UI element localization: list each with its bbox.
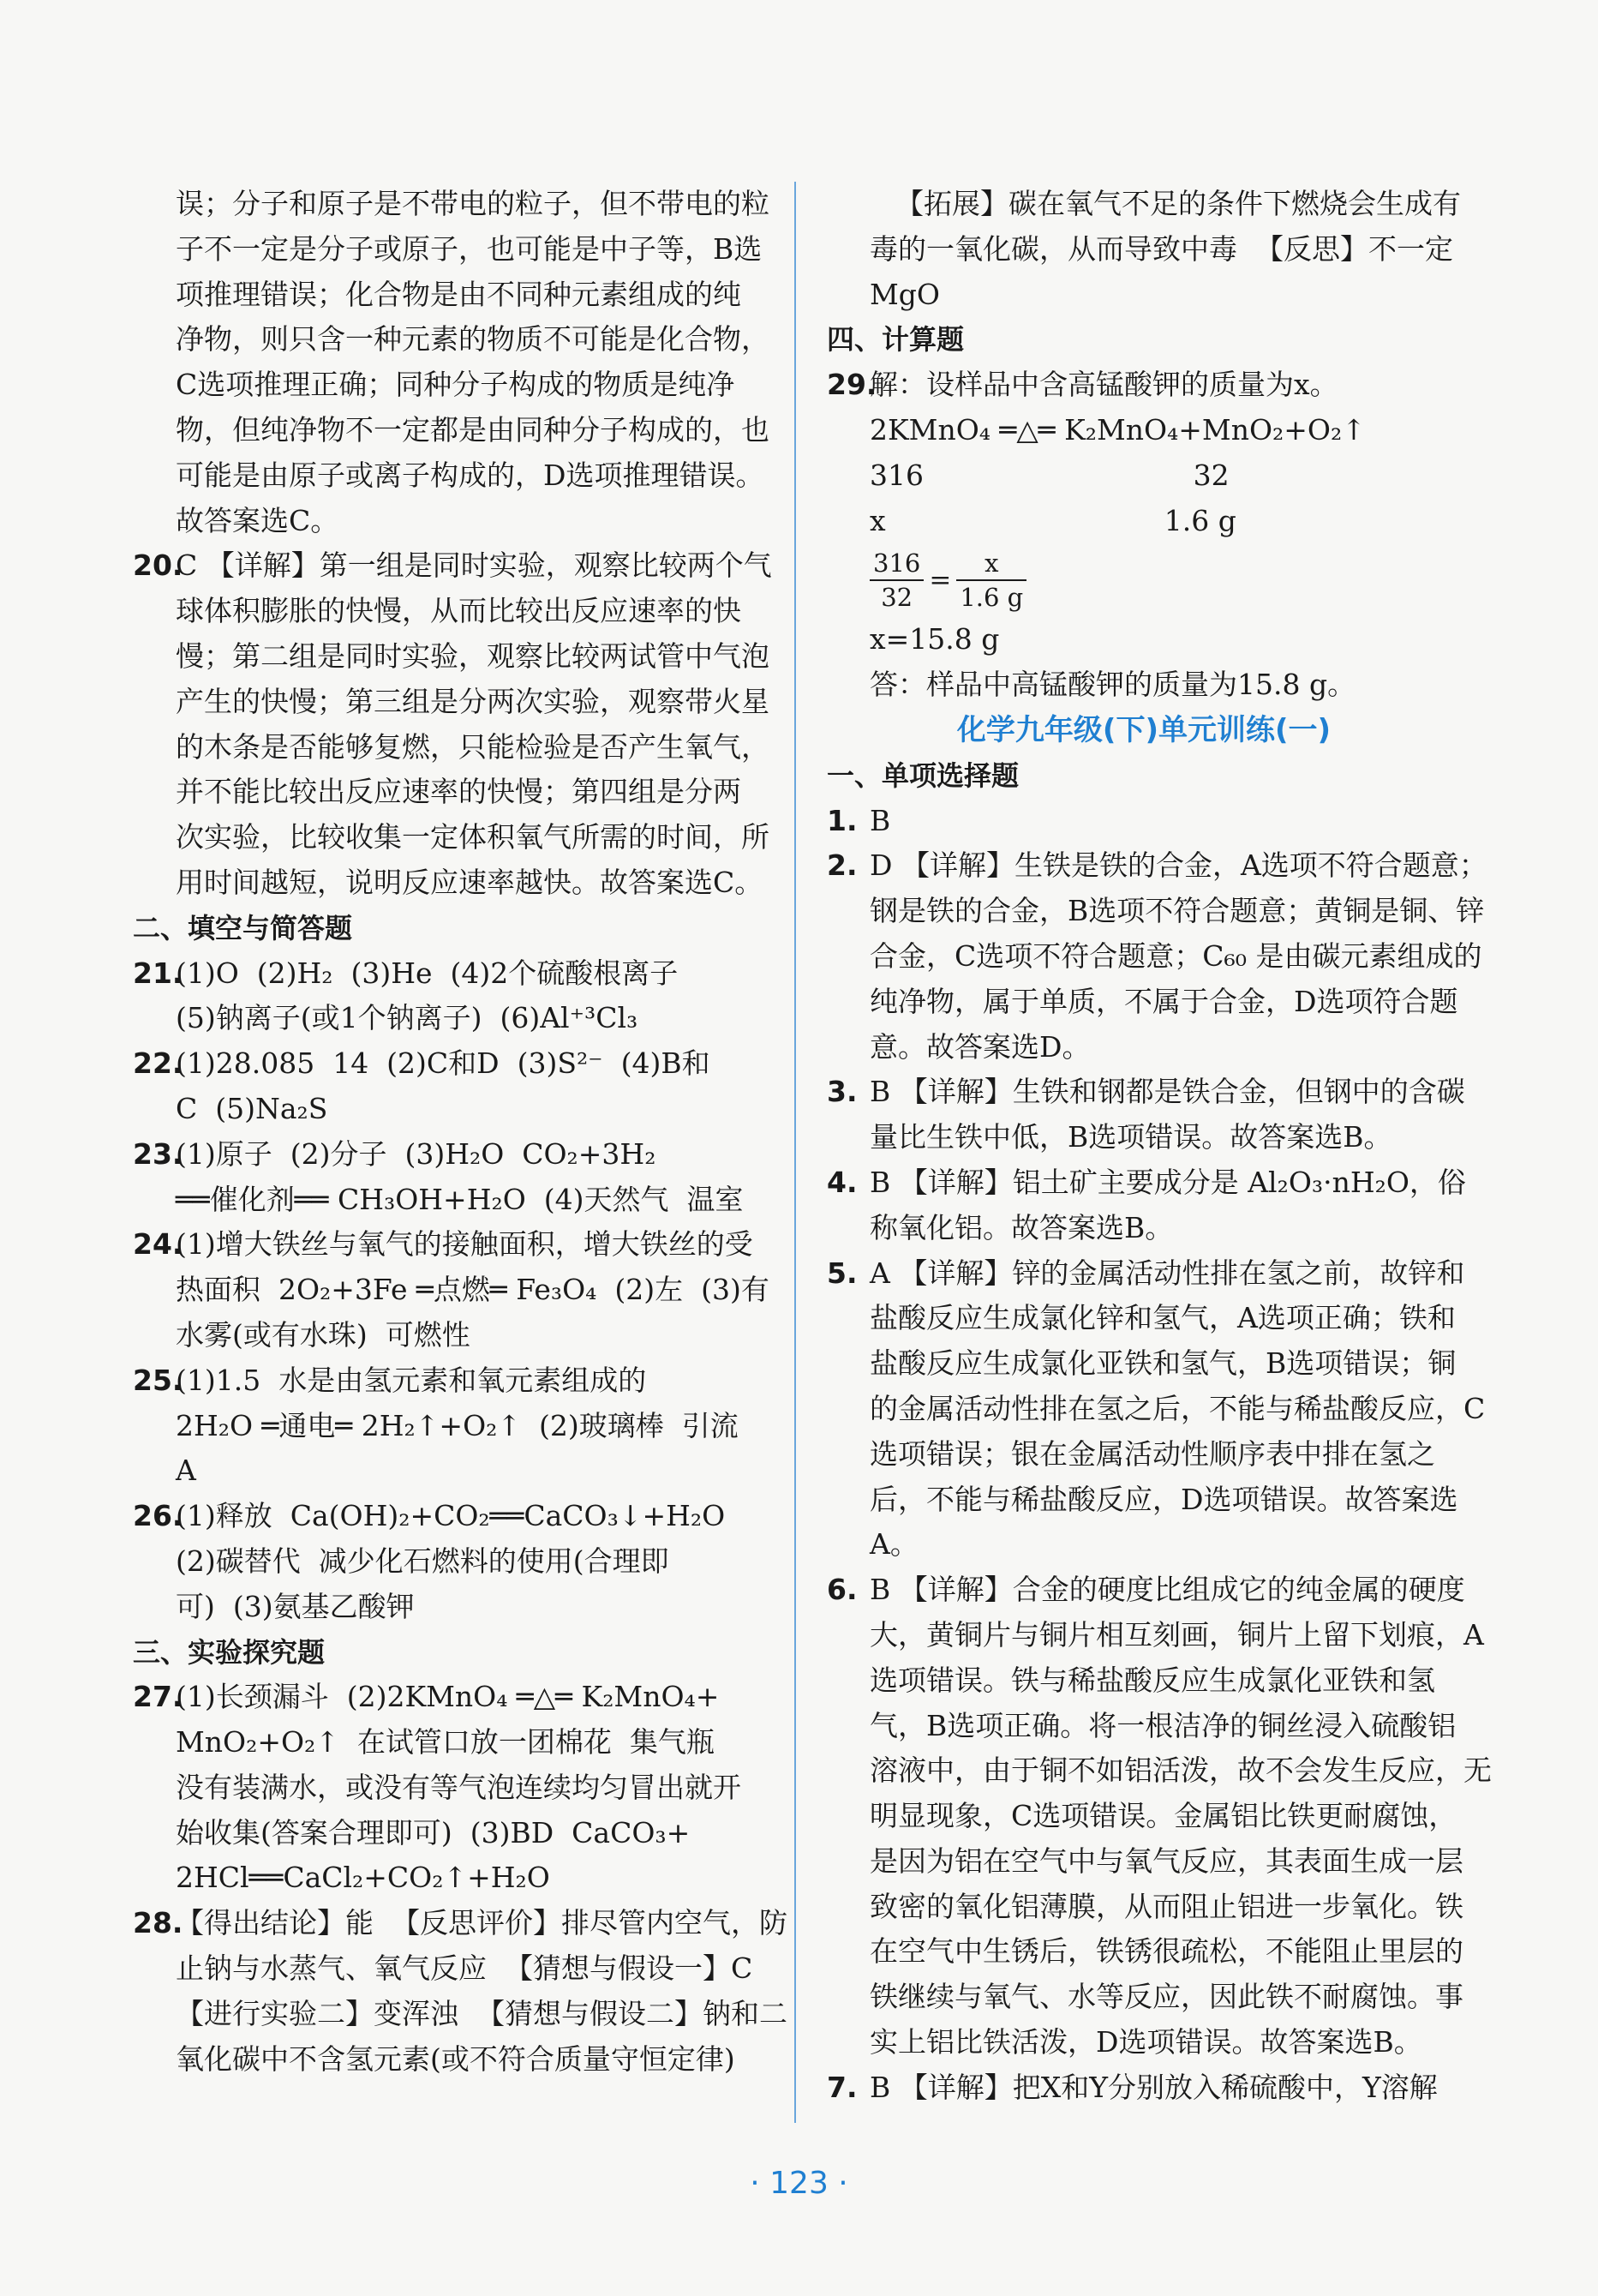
text-line: 意。故答案选D。 <box>870 1029 1091 1064</box>
text-line: 选项错误；银在金属活动性顺序表中排在氢之 <box>870 1436 1435 1471</box>
answer-text: B 【详解】把X和Y分别放入稀硫酸中，Y溶解 <box>870 2070 1438 2104</box>
answer-item <box>133 1041 801 1087</box>
text-line: (5)钠离子(或1个钠离子) (6)Al⁺³Cl₃ <box>176 1001 638 1035</box>
text-line: 盐酸反应生成氯化亚铁和氢气，B选项错误；铜 <box>870 1346 1457 1381</box>
answer-item <box>133 1132 801 1178</box>
answer-text: B 【详解】生铁和钢都是铁合金，但钢中的含碳 <box>870 1075 1465 1109</box>
page-number: · 123 · <box>750 2166 848 2201</box>
text-line: 选项错误。铁与稀盐酸反应生成氯化亚铁和氢 <box>870 1663 1435 1697</box>
section-heading: 一、单项选择题 <box>827 758 1020 792</box>
question-number: 3. <box>827 1075 858 1109</box>
text-line: x=15.8 g <box>870 622 1000 656</box>
answer-text: B 【详解】合金的硬度比组成它的纯金属的硬度 <box>870 1573 1465 1607</box>
answer-item <box>133 1358 801 1404</box>
answer-item <box>827 2065 1478 2111</box>
text-line: 可能是由原子或离子构成的，D选项推理错误。 <box>176 458 764 492</box>
text-line: 项推理错误；化合物是由不同种元素组成的纯 <box>176 277 741 311</box>
text-line: 净物，则只含一种元素的物质不可能是化合物， <box>176 322 769 357</box>
section-heading: 二、填空与简答题 <box>133 911 353 944</box>
answer-item <box>827 363 1478 408</box>
question-number: 25. <box>133 1363 183 1397</box>
answer-text: (1)1.5 水是由氢元素和氧元素组成的 <box>176 1363 647 1397</box>
answer-item <box>133 1222 801 1268</box>
text-line: 是因为铝在空气中与氧气反应，其表面生成一层 <box>870 1843 1463 1878</box>
question-number: 6. <box>827 1573 858 1607</box>
text-line: 盐酸反应生成氯化锌和氢气，A选项正确；铁和 <box>870 1301 1456 1335</box>
text-line: 答：样品中高锰酸钾的质量为15.8 g。 <box>870 668 1356 702</box>
text-line: 后，不能与稀盐酸反应，D选项错误。故答案选 <box>870 1482 1458 1516</box>
text-line: A。 <box>870 1527 919 1562</box>
text-line: 称氧化铝。故答案选B。 <box>870 1210 1174 1244</box>
text-line: 始收集(答案合理即可) (3)BD CaCO₃+ <box>176 1815 691 1849</box>
answer-text: 解：设样品中含高锰酸钾的质量为x。 <box>870 368 1338 402</box>
text-line: 316 32 <box>870 458 1230 492</box>
question-number: 20. <box>133 549 183 583</box>
answer-item <box>827 1568 1478 1613</box>
text-line: 致密的氧化铝薄膜，从而阻止铝进一步氧化。铁 <box>870 1889 1463 1923</box>
answer-item <box>133 1901 801 1946</box>
text-line: 纯净物，属于单质，不属于合金，D选项符合题 <box>870 984 1458 1018</box>
text-line: 铁继续与氧气、水等反应，因此铁不耐腐蚀。事 <box>870 1980 1463 2014</box>
answer-item <box>827 799 1478 844</box>
answer-text: (1)28.085 14 (2)C和D (3)S²⁻ (4)B和 <box>176 1046 710 1081</box>
answer-item <box>827 1160 1478 1206</box>
answer-text: C 【详解】第一组是同时实验，观察比较两个气 <box>176 549 772 583</box>
fraction-right-numerator: x <box>956 547 1026 581</box>
text-line: 量比生铁中低，B选项错误。故答案选B。 <box>870 1120 1392 1154</box>
question-number: 26. <box>133 1499 183 1533</box>
text-line: 慢；第二组是同时实验，观察比较两试管中气泡 <box>176 638 769 673</box>
text-line: 2HCl══CaCl₂+CO₂↑+H₂O <box>176 1861 550 1895</box>
text-line: x 1.6 g <box>870 503 1236 537</box>
text-line: 用时间越短，说明反应速率越快。故答案选C。 <box>176 865 763 899</box>
text-line: 毒的一氧化碳，从而导致中毒 【反思】不一定 <box>870 231 1453 266</box>
text-line: 热面积 2O₂+3Fe ═点燃═ Fe₃O₄ (2)左 (3)有 <box>176 1273 769 1307</box>
answer-item <box>133 543 801 589</box>
text-line: 没有装满水，或没有等气泡连续均匀冒出就开 <box>176 1770 741 1804</box>
question-number: 1. <box>827 803 858 837</box>
answer-text: 【得出结论】能 【反思评价】排尽管内空气，防 <box>176 1906 787 1940</box>
text-line: 在空气中生锈后，铁锈很疏松，不能阻止里层的 <box>870 1934 1463 1969</box>
answer-text: (1)增大铁丝与氧气的接触面积，增大铁丝的受 <box>176 1227 753 1262</box>
answer-item <box>133 1494 801 1539</box>
section-heading: 四、计算题 <box>827 323 965 357</box>
text-line: 误；分子和原子是不带电的粒子，但不带电的粒 <box>176 187 769 220</box>
text-line: 2H₂O ═通电═ 2H₂↑+O₂↑ (2)玻璃棒 引流 <box>176 1408 739 1442</box>
text-line: 钢是铁的合金，B选项不符合题意；黄铜是铜、锌 <box>870 894 1485 928</box>
text-line: 球体积膨胀的快慢，从而比较出反应速率的快 <box>176 594 741 628</box>
text-line: MgO <box>870 277 940 311</box>
text-line: 的金属活动性排在氢之后，不能与稀盐酸反应，C <box>870 1391 1486 1425</box>
text-line: 产生的快慢；第三组是分两次实验，观察带火星 <box>176 684 769 718</box>
text-line: 可) (3)氨基乙酸钾 <box>176 1589 415 1623</box>
text-line: 气，B选项正确。将一根洁净的铜丝浸入硫酸铝 <box>870 1708 1457 1742</box>
answer-item <box>827 1251 1478 1297</box>
answer-text: (1)O (2)H₂ (3)He (4)2个硫酸根离子 <box>176 956 679 990</box>
answer-text: (1)长颈漏斗 (2)2KMnO₄ ═△═ K₂MnO₄+ <box>176 1680 720 1714</box>
question-number: 4. <box>827 1165 858 1199</box>
answer-text: A 【详解】锌的金属活动性排在氢之前，故锌和 <box>870 1256 1465 1290</box>
question-number: 22. <box>133 1046 183 1081</box>
text-line: 水雾(或有水珠) 可燃性 <box>176 1317 470 1352</box>
answer-item <box>827 1070 1478 1115</box>
question-number: 27. <box>133 1680 183 1714</box>
text-line: 【拓展】碳在氧气不足的条件下燃烧会生成有 <box>895 187 1461 220</box>
proportion-equation: $\frac{316}{32}$ = $\frac{x}{1.6 g}$ <box>827 543 1478 617</box>
left-column <box>133 182 801 2082</box>
right-column <box>827 182 1492 2111</box>
answer-text: B 【详解】铝土矿主要成分是 Al₂O₃·nH₂O，俗 <box>870 1165 1466 1199</box>
text-line: 氧化碳中不含氢元素(或不符合质量守恒定律) <box>176 2041 735 2076</box>
text-line: 合金，C选项不符合题意；C₆₀ 是由碳元素组成的 <box>870 938 1482 973</box>
text-line: 故答案选C。 <box>176 503 339 537</box>
question-number: 29. <box>827 368 877 402</box>
text-line: 2KMnO₄ ═△═ K₂MnO₄+MnO₂+O₂↑ <box>870 412 1366 447</box>
answer-text: D 【详解】生铁是铁的合金，A选项不符合题意； <box>870 848 1487 883</box>
question-number: 5. <box>827 1256 858 1290</box>
text-line: 溶液中，由于铜不如铝活泼，故不会发生反应，无 <box>870 1753 1492 1788</box>
question-number: 23. <box>133 1136 183 1171</box>
question-number: 7. <box>827 2070 858 2104</box>
fraction-right-denominator: 1.6 g <box>960 583 1024 613</box>
text-line: 明显现象，C选项错误。金属铝比铁更耐腐蚀， <box>870 1799 1457 1833</box>
text-line: 实上铝比铁活泼，D选项错误。故答案选B。 <box>870 2025 1422 2059</box>
answer-text: B <box>870 803 891 837</box>
text-line: ══催化剂══ CH₃OH+H₂O (4)天然气 温室 <box>176 1182 744 1216</box>
question-number: 28. <box>133 1906 183 1940</box>
section-title: 化学九年级(下)单元训练(一) <box>956 712 1332 747</box>
answer-text: (1)原子 (2)分子 (3)H₂O CO₂+3H₂ <box>176 1136 656 1171</box>
answer-item <box>133 951 801 997</box>
text-line: C选项推理正确；同种分子构成的物质是纯净 <box>176 368 735 402</box>
text-line: 并不能比较出反应速率的快慢；第四组是分两 <box>176 775 741 809</box>
fraction-left-denominator: 32 <box>881 583 913 613</box>
text-line: 物，但纯净物不一定都是由同种分子构成的，也 <box>176 412 769 447</box>
fraction-right <box>956 547 1026 614</box>
text-line: (2)碳替代 减少化石燃料的使用(合理即 <box>176 1544 669 1578</box>
fraction-left-numerator: 316 <box>870 547 924 581</box>
text-line: 次实验，比较收集一定体积氧气所需的时间，所 <box>176 820 769 854</box>
text-line: 大，黄铜片与铜片相互刻画，铜片上留下划痕，A <box>870 1617 1484 1652</box>
answer-item <box>827 843 1487 889</box>
answer-item <box>133 1675 801 1720</box>
fraction-left <box>870 547 924 614</box>
text-line: 的木条是否能够复燃，只能检验是否产生氧气， <box>176 729 769 764</box>
question-number: 2. <box>827 848 858 883</box>
text-line: 止钠与水蒸气、氧气反应 【猜想与假设一】C <box>176 1951 753 1986</box>
question-number: 21. <box>133 956 183 990</box>
text-line: C (5)Na₂S <box>176 1091 328 1125</box>
question-number: 24. <box>133 1227 183 1262</box>
text-line: MnO₂+O₂↑ 在试管口放一团棉花 集气瓶 <box>176 1725 715 1759</box>
text-line: A <box>176 1454 196 1488</box>
section-heading: 三、实验探究题 <box>133 1635 326 1669</box>
text-line: 子不一定是分子或原子，也可能是中子等，B选 <box>176 231 763 266</box>
answer-text: (1)释放 Ca(OH)₂+CO₂══CaCO₃↓+H₂O <box>176 1499 726 1533</box>
text-line: 【进行实验二】变浑浊 【猜想与假设二】钠和二 <box>176 1996 787 2030</box>
